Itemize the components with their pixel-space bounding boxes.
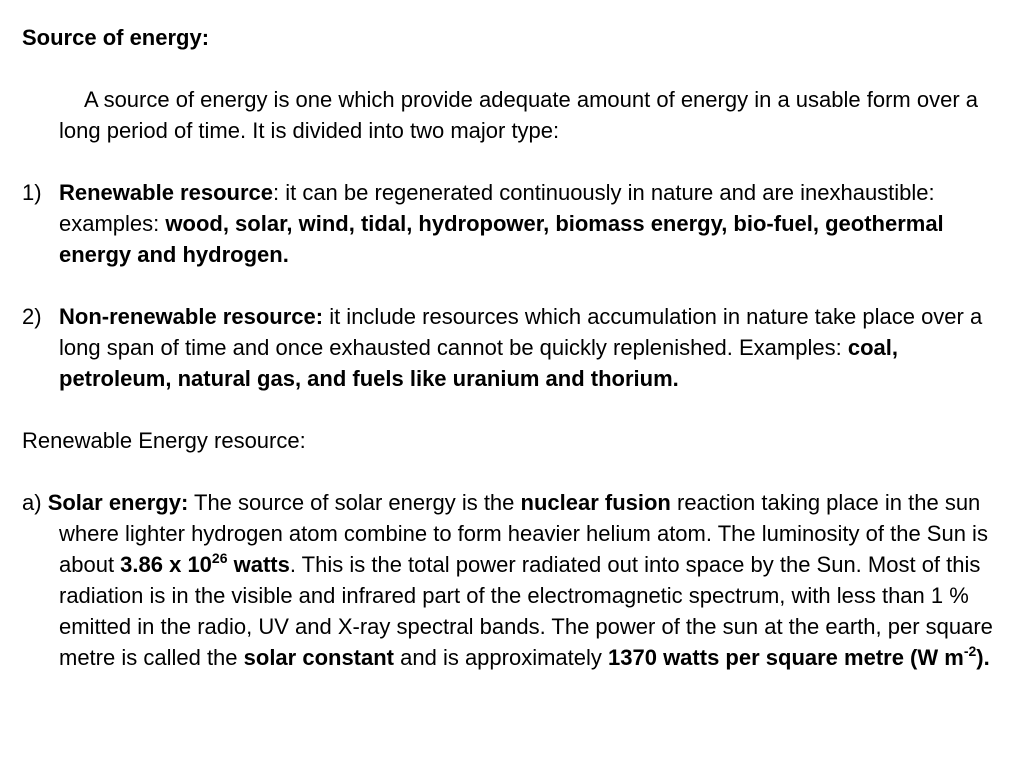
solar-constant-end: ). bbox=[976, 645, 990, 670]
spacer bbox=[22, 146, 1016, 177]
term-solar-energy: Solar energy: bbox=[47, 490, 189, 515]
list-number: 2) bbox=[22, 304, 42, 329]
spacer bbox=[22, 53, 1016, 84]
spacer bbox=[22, 270, 1016, 301]
document-body bbox=[22, 22, 1016, 673]
list-item-non-renewable bbox=[22, 301, 1016, 394]
spacer bbox=[22, 394, 1016, 425]
luminosity-base: 3.86 x 10 bbox=[120, 552, 212, 577]
examples-text: wood, solar, wind, tidal, hydropower, biomass energy, bio-fuel, geothermal energy and hydrogen. bbox=[59, 211, 944, 267]
solar-text-3: . This is the total power radiated out into space by the Sun. Most of this radiation is in the visible and infrared part of the electromagnetic spectrum, with less than 1 % emitted in the radio, UV and X-ray spectral bands. The power of the sun at the earth, per square metre is called the bbox=[59, 552, 993, 670]
intro-paragraph: A source of energy is one which provide adequate amount of energy in a usable form over a long period of time. It is divided into two major type: bbox=[59, 87, 978, 143]
solar-text-2: reaction taking place in the sun where lighter hydrogen atom combine to form heavier helium atom. The luminosity of the Sun is about bbox=[59, 490, 988, 577]
solar-text-1: The source of solar energy is the bbox=[188, 490, 521, 515]
term-non-renewable: Non-renewable resource: bbox=[59, 304, 324, 329]
solar-constant-value bbox=[608, 645, 990, 670]
definition-text: : it can be regenerated continuously in nature and are inexhaustible: examples: bbox=[59, 180, 935, 236]
solar-text-4: and is approximately bbox=[394, 645, 609, 670]
luminosity-exponent: 26 bbox=[211, 550, 228, 566]
page-title: Source of energy: bbox=[22, 25, 210, 50]
term-renewable: Renewable resource bbox=[59, 180, 273, 205]
solar-energy-paragraph bbox=[22, 487, 1016, 673]
spacer bbox=[22, 456, 1016, 487]
solar-constant-base: 1370 watts per square metre (W m bbox=[608, 645, 964, 670]
solar-constant-exponent: -2 bbox=[963, 643, 977, 659]
luminosity-unit: watts bbox=[227, 552, 290, 577]
term-nuclear-fusion: nuclear fusion bbox=[520, 490, 671, 515]
luminosity-value bbox=[120, 552, 290, 577]
list-number: 1) bbox=[22, 180, 42, 205]
term-solar-constant: solar constant bbox=[243, 645, 395, 670]
section-subheading: Renewable Energy resource: bbox=[22, 428, 306, 453]
examples-text: coal, petroleum, natural gas, and fuels like uranium and thorium. bbox=[59, 335, 898, 391]
definition-text: it include resources which accumulation in nature take place over a long span of time and once exhausted cannot be quickly replenished. Examples: bbox=[59, 304, 983, 360]
item-marker: a) bbox=[22, 490, 48, 515]
list-item-renewable bbox=[22, 177, 1016, 270]
